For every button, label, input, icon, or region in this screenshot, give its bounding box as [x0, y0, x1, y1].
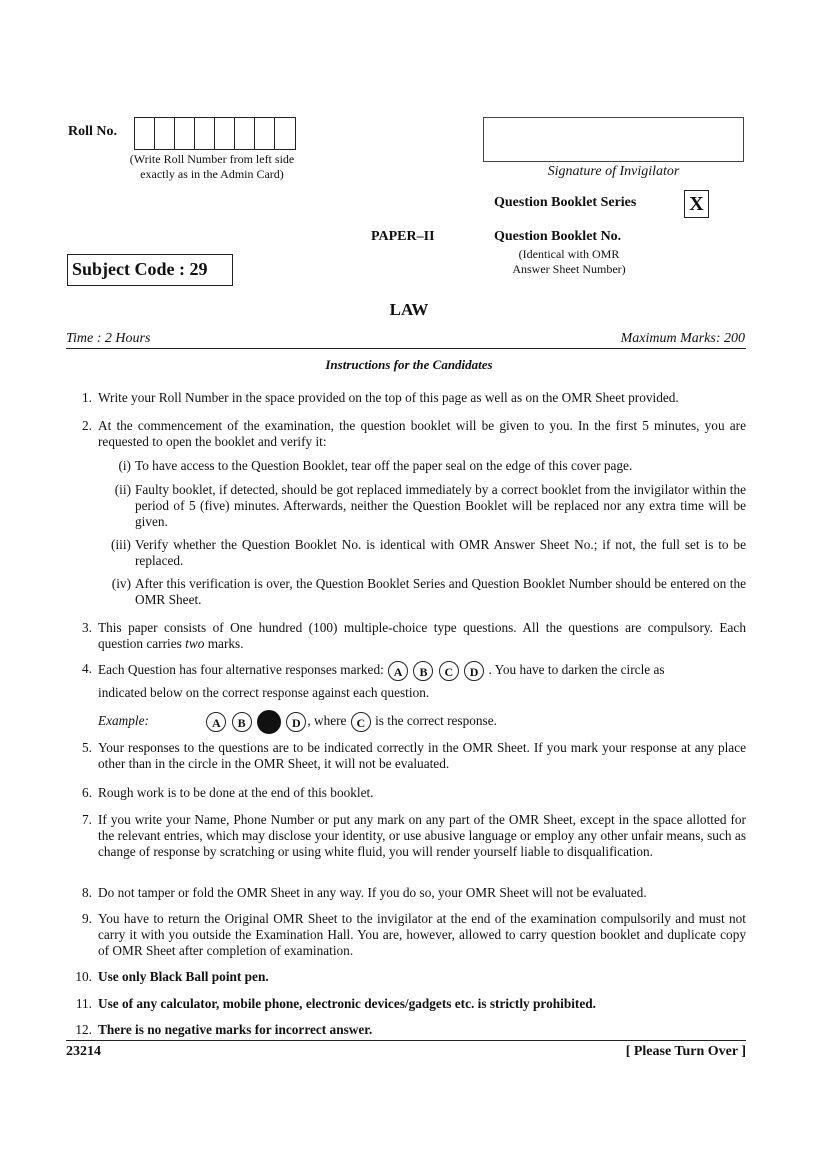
- booklet-note-line: Answer Sheet Number): [512, 262, 626, 276]
- instruction-subitem: [98, 458, 746, 474]
- roll-number-label: Roll No.: [68, 124, 117, 139]
- instruction-item: [66, 969, 746, 985]
- item-number: 2.: [82, 418, 92, 433]
- subject-code: Subject Code : 29: [72, 259, 208, 279]
- item-number: 5.: [82, 740, 92, 755]
- item-number: 7.: [82, 812, 92, 827]
- item-text: [98, 659, 746, 681]
- example-where: , where: [307, 713, 347, 728]
- item-text: Rough work is to be done at the end of this booklet.: [98, 785, 374, 800]
- subitem-number: (i): [118, 458, 131, 473]
- item-text: Do not tamper or fold the OMR Sheet in any way. If you do so, your OMR Sheet will not be evaluated.: [98, 885, 647, 900]
- roll-note-line: (Write Roll Number from left side: [129, 152, 295, 166]
- roll-number-note: [112, 152, 312, 182]
- invigilator-signature-label: Signature of Invigilator: [547, 164, 680, 179]
- example-text: [98, 709, 746, 734]
- subitem-number: (ii): [114, 482, 131, 497]
- instruction-item: [66, 1022, 746, 1038]
- item-text: indicated below on the correct response against each question.: [98, 685, 430, 700]
- instruction-item: [66, 885, 746, 901]
- option-b-circle: B: [413, 661, 433, 681]
- subitem-text: After this verification is over, the Question Booklet Series and Question Booklet Number should be entered on the OMR Sheet.: [135, 576, 746, 607]
- item-text: You have to return the Original OMR Sheet to the invigilator at the end of the examination compulsorily and must not carry it with you outside the Examination Hall. You are, however, allowed to carry question booklet and duplicate copy of OMR Sheet after completion of examination.: [98, 911, 746, 958]
- example-option-d: D: [286, 712, 306, 732]
- booklet-note-line: (Identical with OMR: [518, 247, 620, 261]
- example-row: [66, 709, 746, 734]
- time-allowed: Time : 2 Hours: [66, 331, 151, 346]
- instruction-subitem: [98, 576, 746, 608]
- roll-note-line: exactly as in the Admin Card): [140, 167, 284, 181]
- subitem-text: To have access to the Question Booklet, tear off the paper seal on the edge of this cover page.: [135, 458, 633, 473]
- instruction-subitem: [98, 537, 746, 569]
- item-text: If you write your Name, Phone Number or put any mark on any part of the OMR Sheet, except in the space allotted for the relevant entries, which may disclose your identity, or use abusive language or employ any other unfair means, such as change of response by scratching or using white fluid, you will render yourself liable to disqualification.: [98, 812, 746, 859]
- example-option-a: A: [206, 712, 226, 732]
- item-number: 10.: [75, 969, 92, 984]
- roll-digit-box[interactable]: [235, 118, 255, 149]
- roll-digit-box[interactable]: [155, 118, 175, 149]
- roll-number-boxes[interactable]: [134, 117, 296, 150]
- item-text-part: Each Question has four alternative responses marked:: [98, 662, 384, 677]
- item-number: 3.: [82, 620, 92, 635]
- subject-code-box: [67, 254, 233, 286]
- subitem-number: (iv): [111, 576, 131, 591]
- instruction-item: [66, 785, 746, 801]
- instruction-item-continued: [66, 685, 746, 701]
- example-label: Example:: [98, 713, 149, 728]
- booklet-number-note: [494, 247, 644, 277]
- item-number: 12.: [75, 1022, 92, 1037]
- item-text: At the commencement of the examination, the question booklet will be given to you. In the first 5 minutes, you are requested to open the booklet and verify it:: [98, 418, 746, 449]
- option-d-circle: D: [464, 661, 484, 681]
- roll-digit-box[interactable]: [195, 118, 215, 149]
- invigilator-signature-box[interactable]: [483, 117, 744, 162]
- item-text: Use only Black Ball point pen.: [98, 969, 269, 984]
- item-text: There is no negative marks for incorrect answer.: [98, 1022, 373, 1037]
- item-text: Use of any calculator, mobile phone, electronic devices/gadgets etc. is strictly prohibited.: [98, 996, 596, 1011]
- item-number: 4.: [82, 661, 92, 676]
- instruction-item: [66, 911, 746, 959]
- roll-digit-box[interactable]: [275, 118, 295, 149]
- roll-digit-box[interactable]: [255, 118, 275, 149]
- page-title: LAW: [389, 300, 429, 319]
- instruction-item: [66, 812, 746, 860]
- item-number: 6.: [82, 785, 92, 800]
- roll-digit-box[interactable]: [215, 118, 235, 149]
- item-number: 8.: [82, 885, 92, 900]
- item-text-part: marks.: [207, 636, 244, 651]
- booklet-series-value: X: [684, 190, 709, 218]
- booklet-code: 23214: [66, 1044, 101, 1059]
- item-text-emphasis: two: [185, 636, 205, 651]
- item-text: Your responses to the questions are to be indicated correctly in the OMR Sheet. If you mark your response at any place other than in the circle in the OMR Sheet, it will not be evaluated.: [98, 740, 746, 771]
- item-number: 9.: [82, 911, 92, 926]
- subitem-text: Faulty booklet, if detected, should be got replaced immediately by a correct booklet from the invigilator within the period of 5 (five) minutes. Afterwards, neither the Question Booklet will be replaced nor any extra time will be given.: [135, 482, 746, 529]
- item-text: [98, 620, 746, 652]
- subitem-text: Verify whether the Question Booklet No. is identical with OMR Answer Sheet No.; if not, the full set is to be replaced.: [135, 537, 746, 568]
- instruction-item: [66, 659, 746, 681]
- option-a-circle: A: [388, 661, 408, 681]
- maximum-marks: Maximum Marks: 200: [620, 331, 745, 346]
- booklet-series-label: Question Booklet Series: [494, 195, 637, 210]
- instructions-title: Instructions for the Candidates: [325, 357, 493, 372]
- roll-digit-box[interactable]: [175, 118, 195, 149]
- example-tail: is the correct response.: [375, 713, 497, 728]
- instruction-subitem: [98, 482, 746, 530]
- instruction-item: [66, 390, 746, 406]
- example-option-b: B: [232, 712, 252, 732]
- footer-divider: [66, 1040, 746, 1041]
- booklet-number-label: Question Booklet No.: [494, 229, 622, 244]
- option-c-circle: C: [439, 661, 459, 681]
- paper-label: PAPER–II: [371, 229, 435, 244]
- item-number: 11.: [75, 996, 92, 1011]
- instruction-item: [66, 418, 746, 450]
- item-number: 1.: [82, 390, 92, 405]
- example-correct-option: C: [351, 712, 371, 732]
- instruction-item: [66, 740, 746, 772]
- item-text: Write your Roll Number in the space provided on the top of this page as well as on the OMR Sheet provided.: [98, 390, 679, 405]
- divider: [66, 348, 746, 349]
- roll-digit-box[interactable]: [135, 118, 155, 149]
- instruction-item: [66, 996, 746, 1012]
- please-turn-over: [ Please Turn Over ]: [625, 1044, 746, 1059]
- item-text-part: . You have to darken the circle as: [488, 662, 665, 677]
- instruction-item: [66, 620, 746, 652]
- subitem-number: (iii): [111, 537, 131, 552]
- example-option-c-filled: [257, 710, 281, 734]
- item-text-part: This paper consists of One hundred (100) multiple-choice type questions. All the questions are compulsory. Each question carries: [98, 620, 746, 651]
